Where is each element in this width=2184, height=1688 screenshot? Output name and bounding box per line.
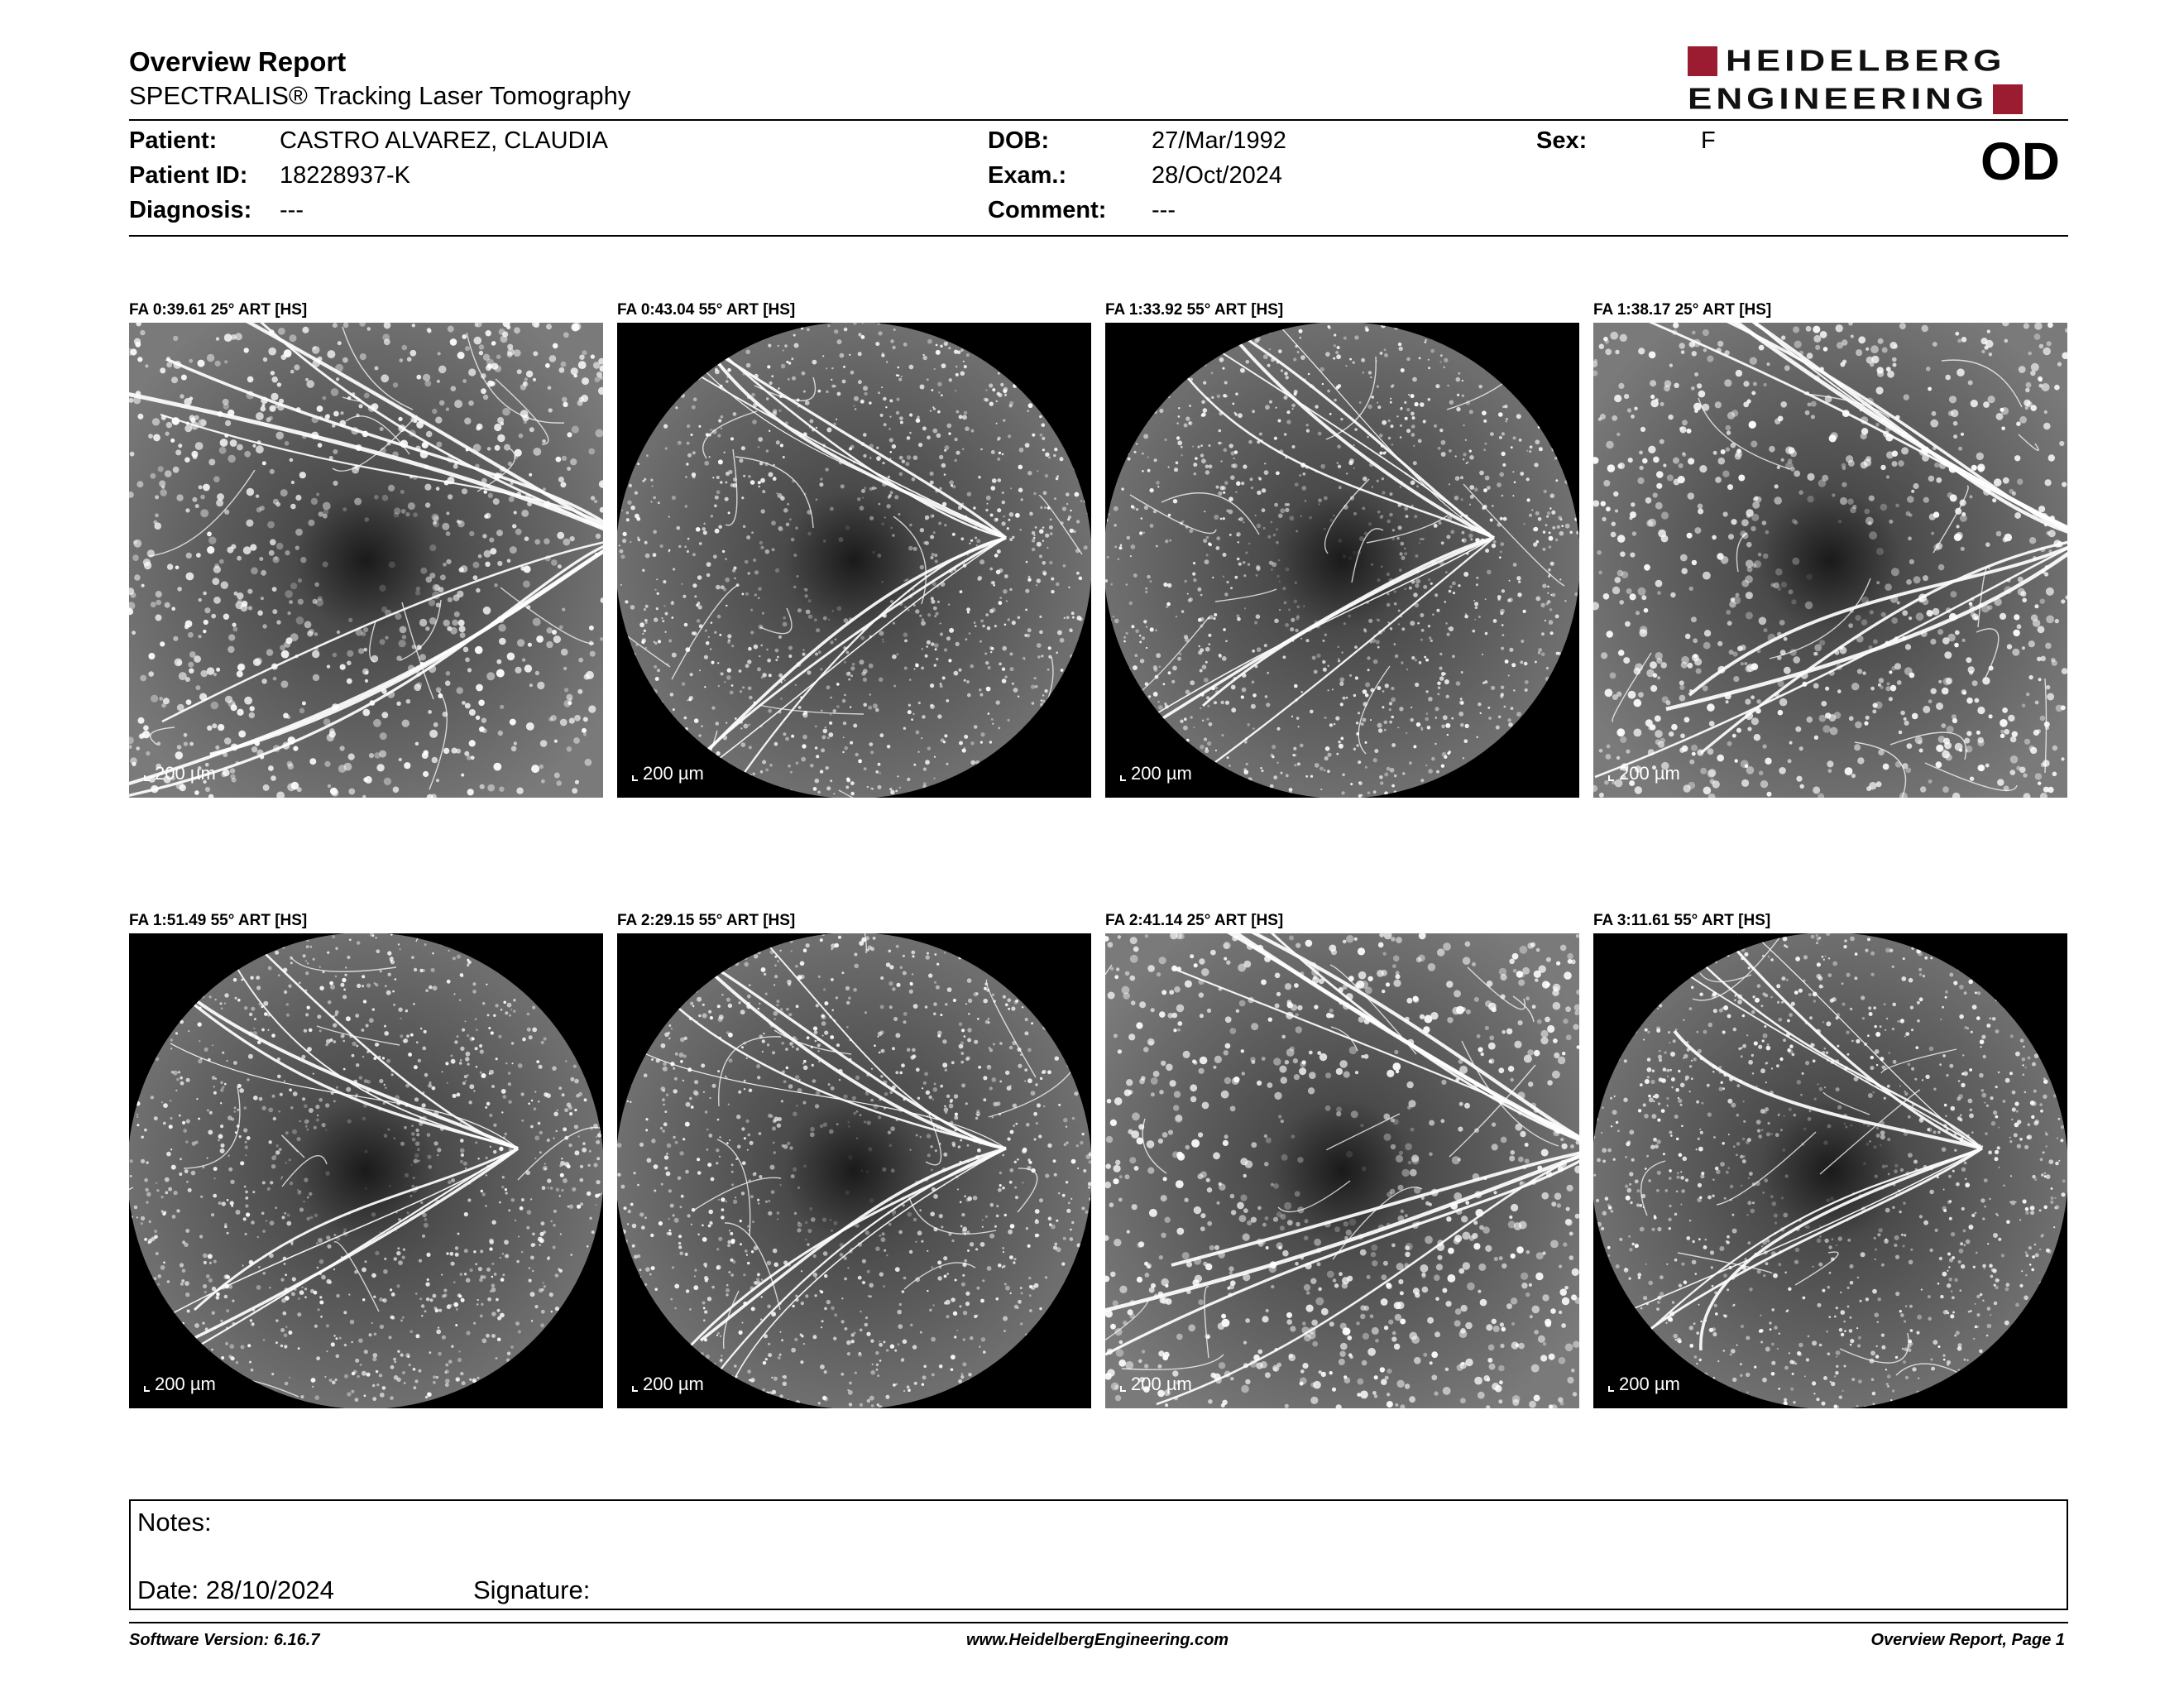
info-rule [129, 235, 2068, 237]
angiogram-image[interactable] [617, 933, 1091, 1408]
fundus-render [129, 323, 603, 798]
diagnosis-label: Diagnosis: [129, 197, 252, 223]
image-caption: FA 1:38.17 25° ART [HS] [1593, 301, 1772, 319]
logo-square-icon [1688, 46, 1717, 76]
image-caption: FA 0:43.04 55° ART [HS] [617, 301, 796, 319]
heidelberg-logo [1688, 45, 2068, 117]
image-caption: FA 3:11.61 55° ART [HS] [1593, 912, 1771, 929]
fundus-render [1105, 323, 1579, 798]
angiogram-image[interactable] [1105, 933, 1579, 1408]
scale-bar [1120, 763, 1192, 784]
image-caption: FA 2:29.15 55° ART [HS] [617, 912, 796, 929]
image-caption: FA 0:39.61 25° ART [HS] [129, 301, 308, 319]
software-version: Software Version: 6.16.7 [129, 1631, 320, 1649]
scale-bar [632, 1374, 704, 1395]
angiogram-image[interactable] [1593, 323, 2067, 798]
notes-date: Date: 28/10/2024 [137, 1575, 334, 1604]
logo-line-1: HEIDELBERG [1726, 44, 2006, 78]
logo-square-icon [1993, 84, 2023, 114]
scale-marker-icon [1608, 1386, 1614, 1392]
angiogram-image[interactable] [129, 323, 603, 798]
diagnosis-value: --- [280, 197, 304, 223]
scale-bar [632, 763, 704, 784]
header-rule [129, 119, 2068, 121]
notes-box[interactable] [129, 1499, 2068, 1610]
scale-label: 200 µm [1619, 763, 1680, 784]
eye-indicator: OD [1980, 132, 2060, 191]
scale-label: 200 µm [155, 1374, 216, 1394]
report-title: Overview Report [129, 46, 347, 77]
comment-value: --- [1152, 197, 1176, 223]
scale-marker-icon [1120, 775, 1126, 781]
fundus-render [617, 323, 1091, 798]
patient-id-label: Patient ID: [129, 162, 248, 189]
comment-label: Comment: [988, 197, 1107, 223]
scale-label: 200 µm [643, 763, 704, 784]
angiogram-image[interactable] [1105, 323, 1579, 798]
angiogram-image[interactable] [1593, 933, 2067, 1408]
report-subtitle: SPECTRALIS® Tracking Laser Tomography [129, 81, 631, 110]
scale-label: 200 µm [1619, 1374, 1680, 1394]
exam-date: 28/Oct/2024 [1152, 162, 1282, 189]
exam-label: Exam.: [988, 162, 1067, 189]
angiogram-image[interactable] [617, 323, 1091, 798]
image-caption: FA 1:33.92 55° ART [HS] [1105, 301, 1284, 319]
scale-bar [144, 1374, 216, 1395]
scale-bar [144, 763, 216, 784]
fundus-render [617, 933, 1091, 1408]
fundus-render [129, 933, 603, 1408]
dob-label: DOB: [988, 127, 1050, 154]
image-caption: FA 2:41.14 25° ART [HS] [1105, 912, 1284, 929]
scale-bar [1120, 1374, 1192, 1395]
sex-label: Sex: [1536, 127, 1588, 154]
signature-label: Signature: [473, 1575, 591, 1604]
scale-label: 200 µm [1131, 763, 1192, 784]
page-number: Overview Report, Page 1 [1870, 1631, 2065, 1649]
scale-marker-icon [144, 775, 150, 781]
dob-value: 27/Mar/1992 [1152, 127, 1286, 154]
angiogram-image[interactable] [129, 933, 603, 1408]
scale-marker-icon [1120, 1386, 1126, 1392]
scale-marker-icon [632, 775, 638, 781]
scale-label: 200 µm [155, 763, 216, 784]
fundus-render [1105, 933, 1579, 1408]
patient-name: CASTRO ALVAREZ, CLAUDIA [280, 127, 608, 154]
footer-rule [129, 1622, 2068, 1623]
notes-label: Notes: [137, 1508, 212, 1537]
website-link[interactable]: www.HeidelbergEngineering.com [966, 1631, 1229, 1649]
image-caption: FA 1:51.49 55° ART [HS] [129, 912, 308, 929]
patient-id: 18228937-K [280, 162, 411, 189]
scale-bar [1608, 763, 1680, 784]
scale-marker-icon [144, 1386, 150, 1392]
scale-label: 200 µm [1131, 1374, 1192, 1394]
fundus-render [1593, 323, 2067, 798]
fundus-render [1593, 933, 2067, 1408]
scale-label: 200 µm [643, 1374, 704, 1394]
scale-marker-icon [1608, 775, 1614, 781]
logo-line-2: ENGINEERING [1688, 82, 1989, 116]
patient-label: Patient: [129, 127, 218, 154]
scale-marker-icon [632, 1386, 638, 1392]
scale-bar [1608, 1374, 1680, 1395]
sex-value: F [1701, 127, 1716, 154]
